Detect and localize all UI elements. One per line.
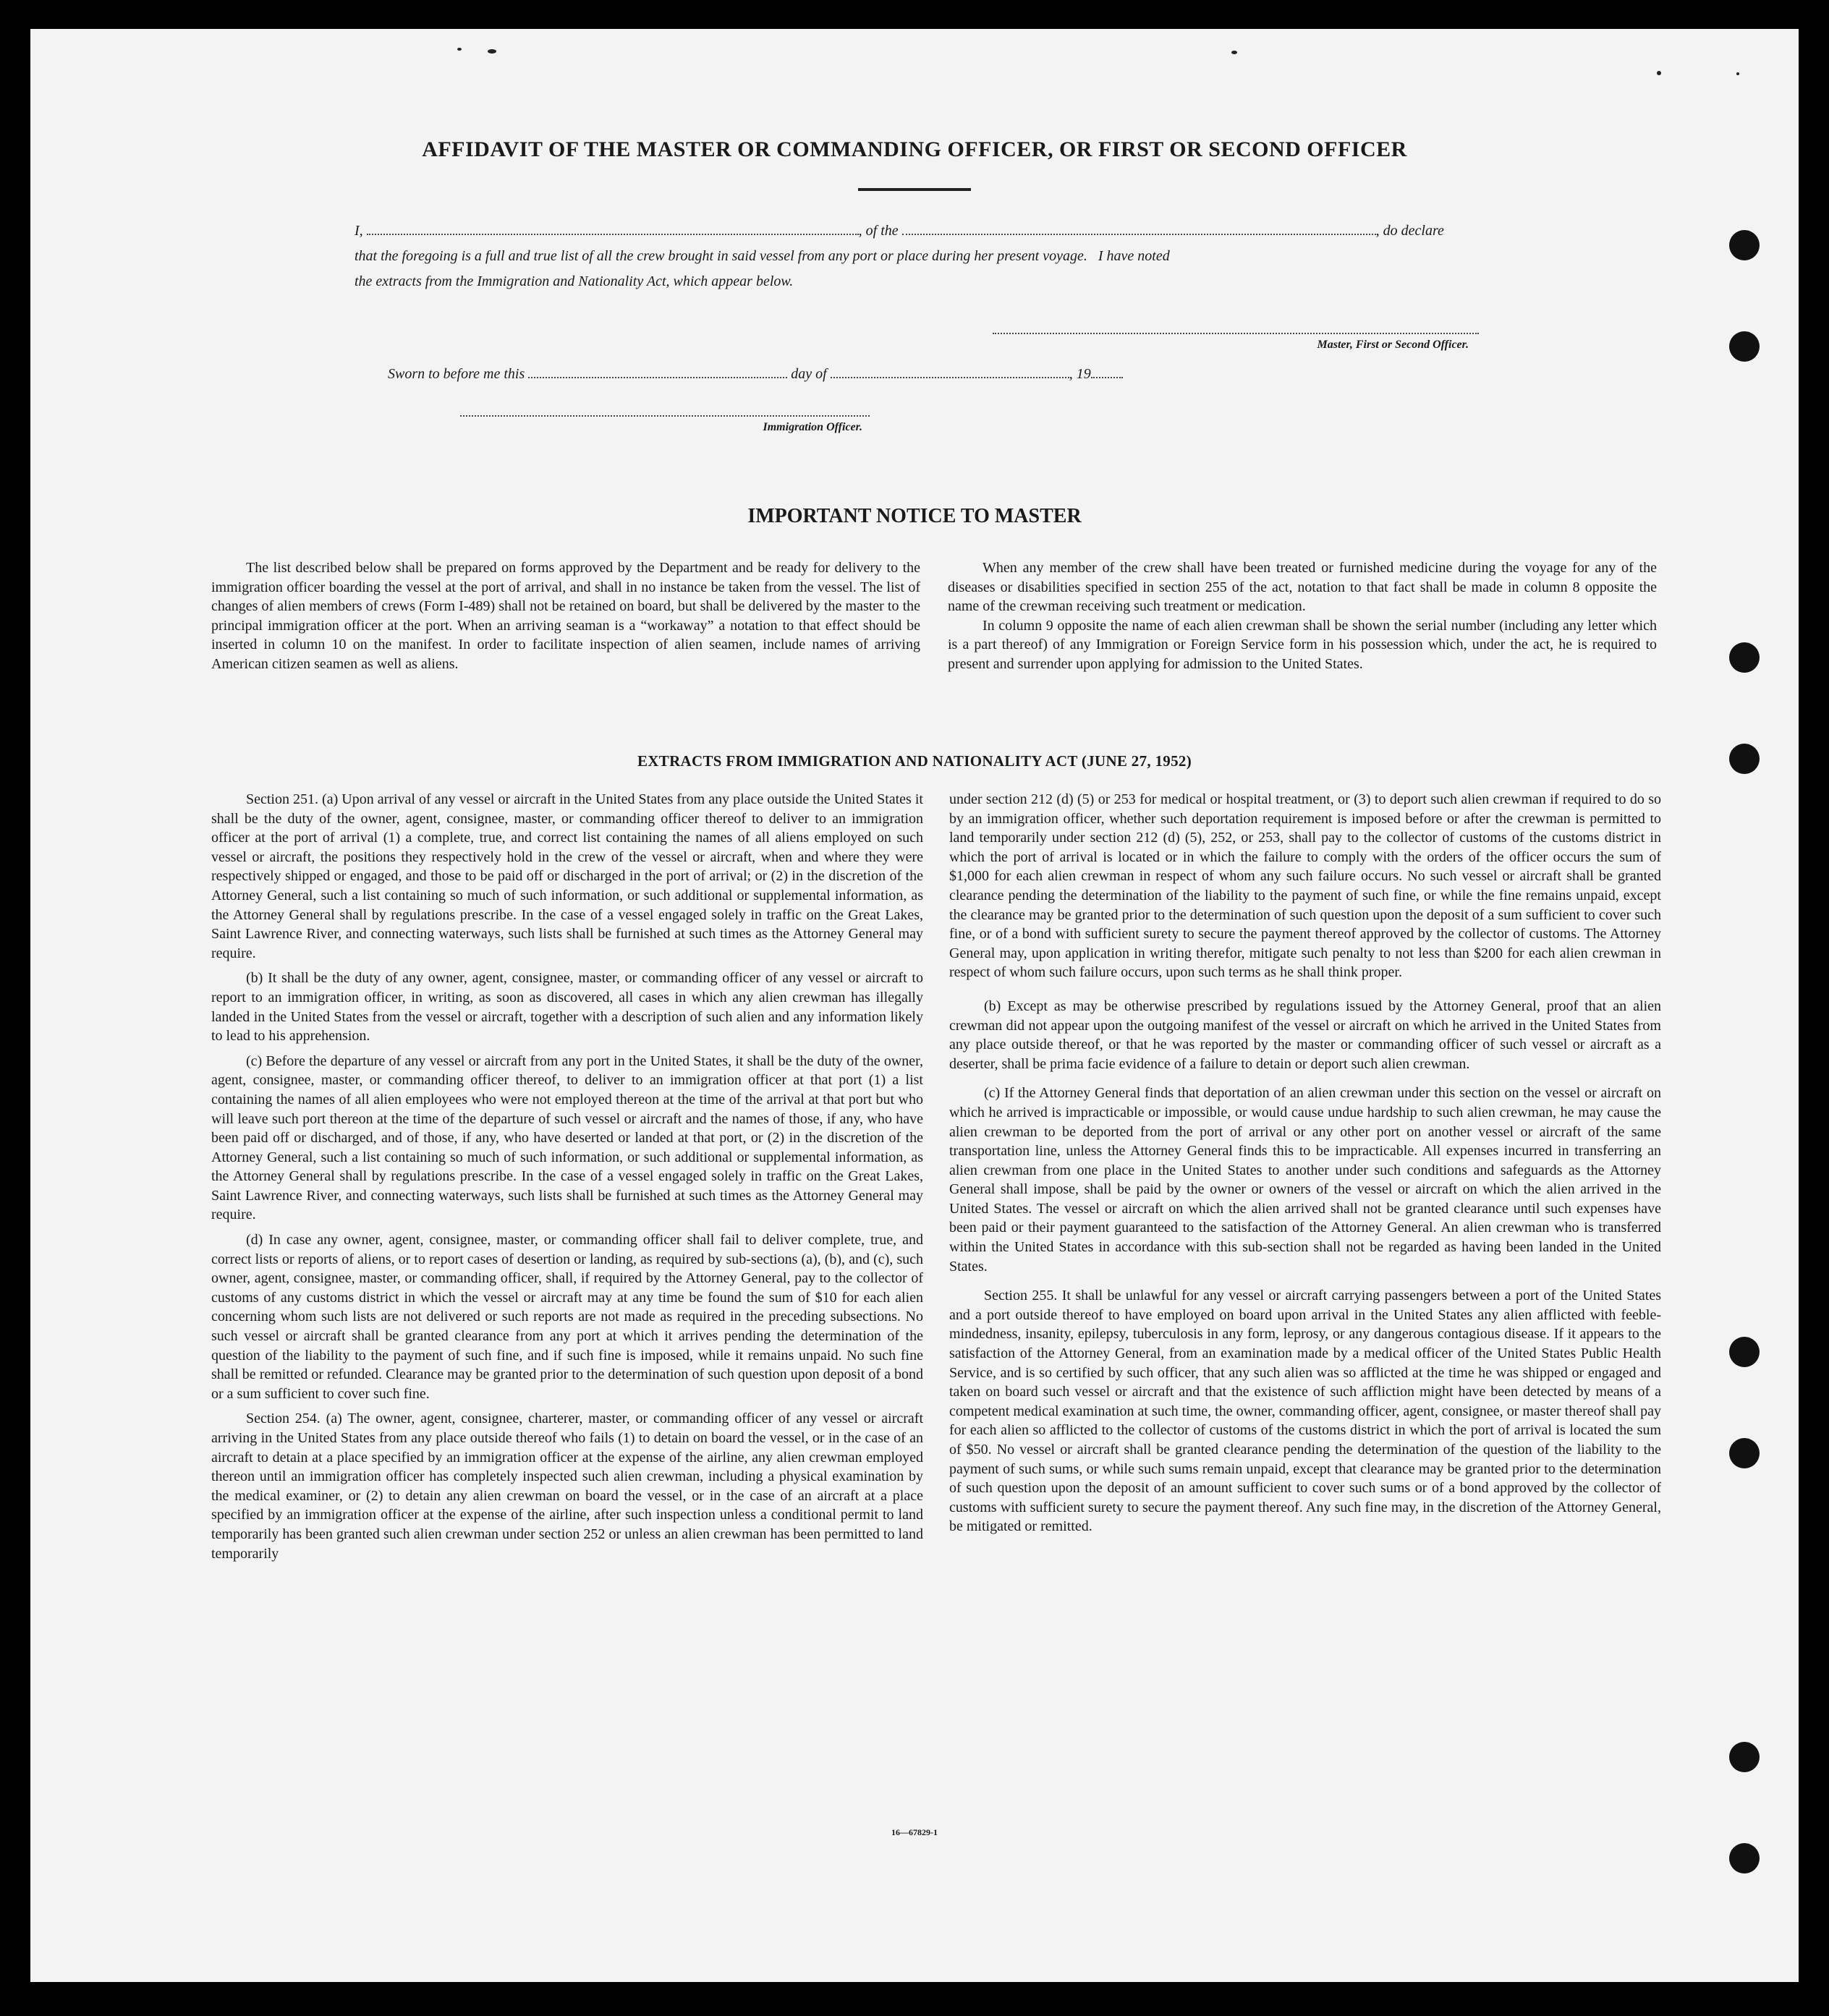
act-section-paragraph: Section 254. (a) The owner, agent, consignee, charterer, master, or commanding officer of any vessel or aircraft arriving in the United States from any place outside thereof who fails (1) to detain on board the vessel, or in the case of an aircraft to detain at a place specified by an immigration officer at the expense of the airline, any alien crewman employed thereon until an immigration officer has completely inspected such alien crewman, including a physical examination by the medical examiner, or (2) to detain any alien crewman on board the vessel, or in the case of an aircraft at a place specified by an immigration officer at the expense of the airline, after such inspection unless a conditional permit to land temporarily has been granted such alien crewman under section 252 or unless an alien crewman has been permitted to land temporarily xyxy=(211,1411,923,1562)
declaration-line-3: the extracts from the Immigration and Nationality Act, which appear below. xyxy=(355,273,794,289)
notice-paragraph: The list described below shall be prepared on forms approved by the Department and be ready for delivery to the immigration officer boarding the vessel at the port of arrival, and shall in no instance be taken from the vessel. The list of changes of alien members of crews (Form I-489) shall not be retained on board, but shall be delivered by the master to the principal immigration officer at the port. When an arriving seaman is a “workaway” a notation to that effect should be inserted in column 10 on the manifest. In order to facilitate inspection of alien seamen, include names of arriving American citizen seamen as well as aliens. xyxy=(211,560,920,672)
notice-right-column xyxy=(948,558,1657,680)
master-signature-field[interactable] xyxy=(993,333,1479,334)
act-section-paragraph: under section 212 (d) (5) or 253 for medical or hospital treatment, or (3) to deport such alien crewman if required to do so by an immigration officer, whether such deportation requirement is imposed before or after the crewman is permitted to land temporarily under section 212 (d) (5), 252, or 253, shall pay to the collector of customs of the customs district in which the port of arrival is located or in which the failure to comply with the orders of the officer occurs the sum of $1,000 for each alien crewman in respect of whom any such failure occurs. No such vessel or aircraft shall be granted clearance pending the determination of the liability to the payment of such fine, or while the fine remains unpaid, except the clearance may be granted prior to the determination of such question upon the deposit of a sum sufficient to cover such fine, or of a bond with sufficient surety to secure the payment thereof approved by the collector of customs. The Attorney General may, upon application in writing therefor, mitigate such penalty to not less than $200 for each alien crewman in respect of whom such failure occurs, upon such terms as he shall think proper. xyxy=(949,791,1661,981)
master-signature-label: Master, First or Second Officer. xyxy=(1317,339,1469,351)
declaration-line-2: that the foregoing is a full and true list of all the crew brought in said vessel from any port or place during her present voyage. I have noted xyxy=(355,248,1170,264)
notice-heading: IMPORTANT NOTICE TO MASTER xyxy=(747,505,1082,527)
form-number: 16—67829-1 xyxy=(891,1827,938,1837)
speck xyxy=(457,48,462,51)
sworn-date-field[interactable] xyxy=(528,364,787,378)
declare-label: , do declare xyxy=(1375,223,1444,239)
of-the-label: , of the xyxy=(858,223,899,239)
speck xyxy=(1657,71,1661,75)
act-section-paragraph: (d) In case any owner, agent, consignee, master, or commanding officer shall fail to deliver complete, true, and correct lists or reports of aliens, or to report cases of desertion or landing, as required by sub-sections (a), (b), and (c), such owner, agent, consignee, master, or commanding officer, shall, if required by the Attorney General, pay to the collector of customs of any customs district in which the vessel or aircraft may at any time be found the sum of $10 for each alien concerning whom such lists are not delivered or such reports are not made as required in the preceding subsections. No such vessel or aircraft shall be granted clearance from any port at which it arrives pending the determination of the question of the liability to the payment of such fine, and if such fine is imposed, while it remains unpaid. No such fine shall be remitted or refunded. Clearance may be granted prior to the determination of such question upon deposit of a bond or a sum sufficient to cover such fine. xyxy=(211,1232,923,1402)
sworn-day-of: day of xyxy=(791,366,827,382)
document-page xyxy=(30,29,1799,1982)
act-section-paragraph: (b) It shall be the duty of any owner, agent, consignee, master, or commanding officer of any vessel or aircraft to report to an immigration officer, in writing, as soon as discovered, all cases in which any alien crewman has illegally landed in the United States from the vessel or aircraft, together with a description of such alien and any information likely to lead to his apprehension. xyxy=(211,970,923,1045)
declaration-line-1 xyxy=(355,218,1519,244)
punch-hole xyxy=(1729,1337,1760,1367)
extracts-heading: EXTRACTS FROM IMMIGRATION AND NATIONALITY ACT (JUNE 27, 1952) xyxy=(637,752,1192,770)
officer-signature-field[interactable] xyxy=(460,415,870,417)
act-section-paragraph: (b) Except as may be otherwise prescribed by regulations issued by the Attorney General, proof that an alien crewman did not appear upon the outgoing manifest of the vessel or aircraft on which he arrived in the United States from any place outside thereof, or that he was reported by the master or commanding officer of such vessel or aircraft as a deserter, shall be prima facie evidence of a failure to detain or deport such alien crewman. xyxy=(949,998,1661,1072)
act-section-paragraph: Section 251. (a) Upon arrival of any vessel or aircraft in the United States from any place outside the United States it shall be the duty of the owner, agent, consignee, master, or commanding officer thereof to deliver to an immigration officer at the port of arrival (1) a complete, true, and correct list containing the names of all aliens employed on such vessel or aircraft, the positions they respectively hold in the crew of the vessel or aircraft, when and where they were respectively shipped or engaged, and those to be paid off or discharged in the port of arrival; or (2) in the discretion of the Attorney General, such a list containing so much of such information, or such additional or supplemental information, as the Attorney General shall by regulations prescribe. In the case of a vessel engaged solely in traffic on the Great Lakes, Saint Lawrence River, and connecting waterways, such lists shall be furnished at such times as the Attorney General may require. xyxy=(211,791,923,961)
title-divider xyxy=(858,188,971,191)
notice-left-column xyxy=(211,558,920,680)
punch-hole xyxy=(1729,230,1760,260)
sworn-month-field[interactable] xyxy=(831,364,1069,378)
sworn-year-field[interactable] xyxy=(1091,364,1123,378)
extracts-right-column xyxy=(949,790,1661,1542)
punch-hole xyxy=(1729,331,1760,362)
declarant-prefix: I, xyxy=(355,223,363,239)
punch-hole xyxy=(1729,1438,1760,1468)
act-section-paragraph: (c) If the Attorney General finds that deportation of an alien crewman under this section on the vessel or aircraft on which he arrived is impracticable or impossible, or would cause undue hardship to such alien crewman, he may cause the alien crewman to be deported from the port of arrival or any other port on another vessel or aircraft of the same transportation line, unless the Attorney General finds this to be impracticable. All expenses incurred in transferring an alien crewman from one place in the United States to another under such conditions and safeguards as the Attorney General shall impose, shall be paid by the owner or owners of the vessel or aircraft on which the alien arrived in the United States. The vessel or aircraft on which the alien arrived shall not be granted clearance until such expenses have been paid or their payment guaranteed to the satisfaction of the Attorney General. An alien crewman who is transferred within the United States in accordance with this sub-section shall not be regarded as having been landed in the United States. xyxy=(949,1085,1661,1275)
sworn-line xyxy=(388,362,1328,387)
punch-hole xyxy=(1729,1742,1760,1772)
declarant-name-field[interactable] xyxy=(367,221,859,235)
sworn-prefix: Sworn to before me this xyxy=(388,366,525,382)
act-section-paragraph: Section 255. It shall be unlawful for any vessel or aircraft carrying passengers between a port of the United States and a port outside thereof to have employed on board upon arrival in the United States any alien afflicted with feeble-mindedness, insanity, epilepsy, tuberculosis in any form, leprosy, or any dangerous contagious disease. If it appears to the satisfaction of the Attorney General, from an examination made by a medical officer of the United States Public Health Service, and is so certified by such officer, that any such alien was so afflicted at the time he was shipped or engaged and taken on board such vessel or aircraft and that the existence of such affliction might have been detected by means of a competent medical examination at such time, the owner, commanding officer, agent, consignee, or master thereof shall pay for each alien so afflicted to the collector of customs of the customs district in which the port of arrival is located the sum of $50. No vessel or aircraft shall be granted clearance pending the determination of the question of the liability to the payment of such sums, or while such sums remain unpaid, except that clearance may be granted prior to the determination of such question upon the deposit of an amount sufficient to cover such sums or of a bond approved by the collector of customs with sufficient surety to secure the payment thereof. Any such fine may, in the discretion of the Attorney General, be mitigated or remitted. xyxy=(949,1288,1661,1535)
punch-hole xyxy=(1729,1843,1760,1873)
notice-paragraph: In column 9 opposite the name of each alien crewman shall be shown the serial number (including any letter which is a part thereof) of any Immigration or Foreign Service form in his possession which, under the act, he is required to present and surrender upon applying for admission to the United States. xyxy=(948,617,1657,672)
notice-paragraph: When any member of the crew shall have been treated or furnished medicine during the voyage for any of the diseases or disabilities specified in section 255 of the act, notation to that fact shall be made in column 8 opposite the name of the crewman receiving such treatment or medication. xyxy=(948,560,1657,615)
extracts-left-column xyxy=(211,790,923,1569)
act-section-paragraph: (c) Before the departure of any vessel or aircraft from any port in the United States, it shall be the duty of the owner, agent, consignee, master, or commanding officer thereof, to deliver to an immigration officer at that port (1) a list containing the names of all alien employees who were not employed thereon at the time of the arrival at that port but who will leave such port thereon at the time of the departure of such vessel or aircraft and the names of those, if any, who have been paid off or discharged, and of those, if any, who have deserted or landed at that port, or (2) in the discretion of the Attorney General, such a list containing so much of such information, or such additional or supplemental information, as the Attorney General shall by regulations prescribe. In the case of a vessel engaged solely in traffic on the Great Lakes, Saint Lawrence River, and connecting waterways, such lists shall be furnished at such times as the Attorney General may require. xyxy=(211,1052,923,1223)
speck xyxy=(1231,51,1237,54)
officer-signature-label: Immigration Officer. xyxy=(763,421,862,433)
sworn-year-label: , 19 xyxy=(1069,366,1091,382)
speck xyxy=(488,49,496,54)
speck xyxy=(1736,72,1739,75)
affidavit-title: AFFIDAVIT OF THE MASTER OR COMMANDING OFFICER, OR FIRST OR SECOND OFFICER xyxy=(422,137,1407,161)
punch-hole xyxy=(1729,642,1760,673)
vessel-name-field[interactable] xyxy=(902,221,1376,235)
